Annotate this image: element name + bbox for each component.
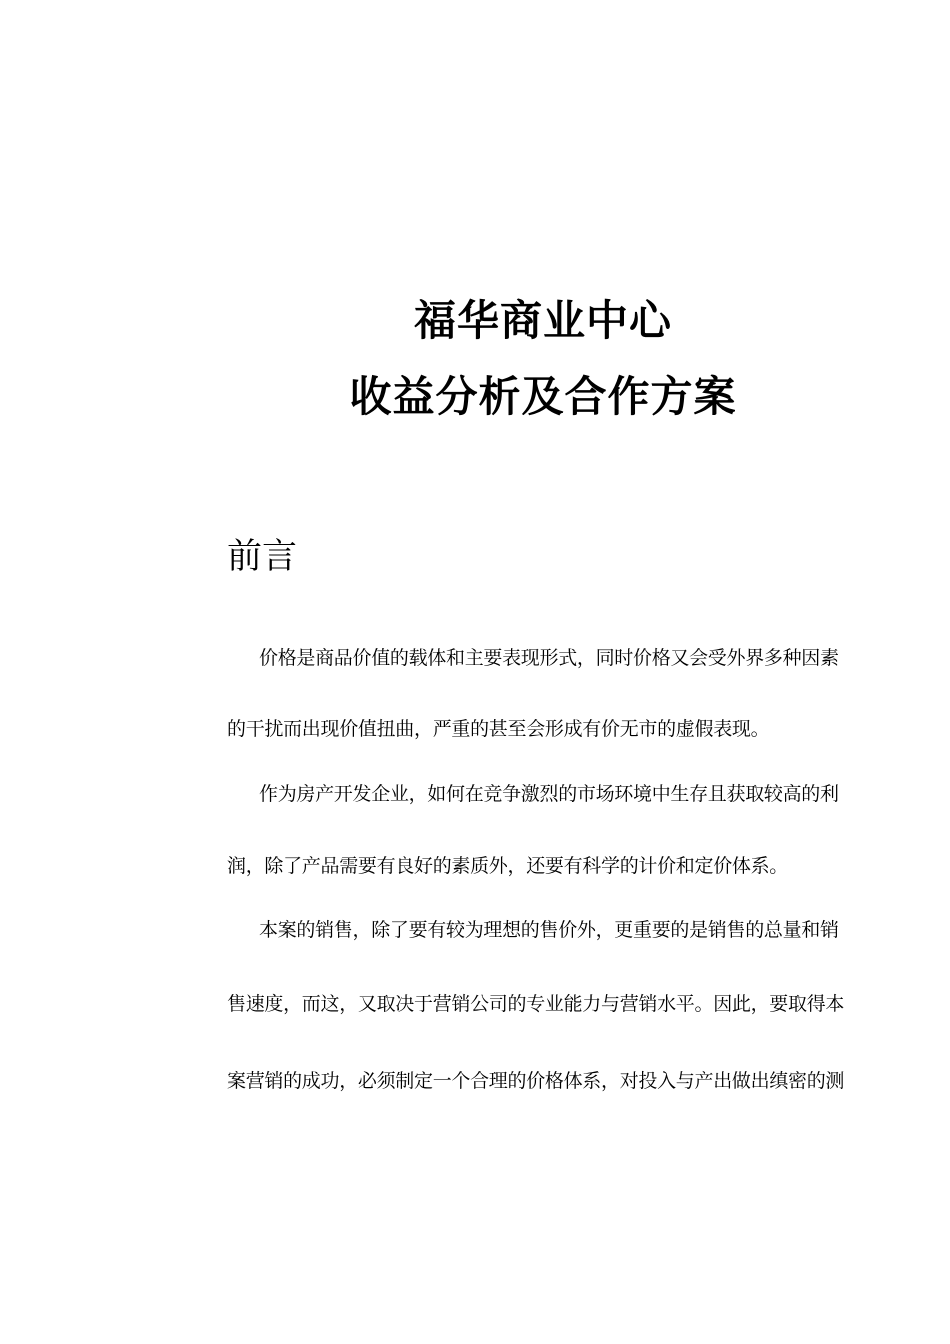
document-title-line-1: 福华商业中心: [413, 296, 672, 345]
paragraph-2-line-1: 作为房产开发企业，如何在竞争激烈的市场环境中生存且获取较高的利: [259, 783, 839, 805]
paragraph-3-line-2: 售速度，而这，又取决于营销公司的专业能力与营销水平。因此，要取得本: [227, 993, 845, 1015]
paragraph-3-line-3: 案营销的成功，必须制定一个合理的价格体系，对投入与产出做出缜密的测: [227, 1070, 845, 1092]
paragraph-2-line-2: 润，除了产品需要有良好的素质外，还要有科学的计价和定价体系。: [227, 855, 789, 877]
paragraph-1-line-2: 的干扰而出现价值扭曲，严重的甚至会形成有价无市的虚假表现。: [227, 718, 770, 740]
paragraph-1-line-1: 价格是商品价值的载体和主要表现形式，同时价格又会受外界多种因素: [259, 647, 839, 669]
section-heading: 前言: [227, 537, 298, 577]
document-title-line-2: 收益分析及合作方案: [349, 372, 737, 421]
paragraph-3-line-1: 本案的销售，除了要有较为理想的售价外，更重要的是销售的总量和销: [259, 919, 839, 941]
